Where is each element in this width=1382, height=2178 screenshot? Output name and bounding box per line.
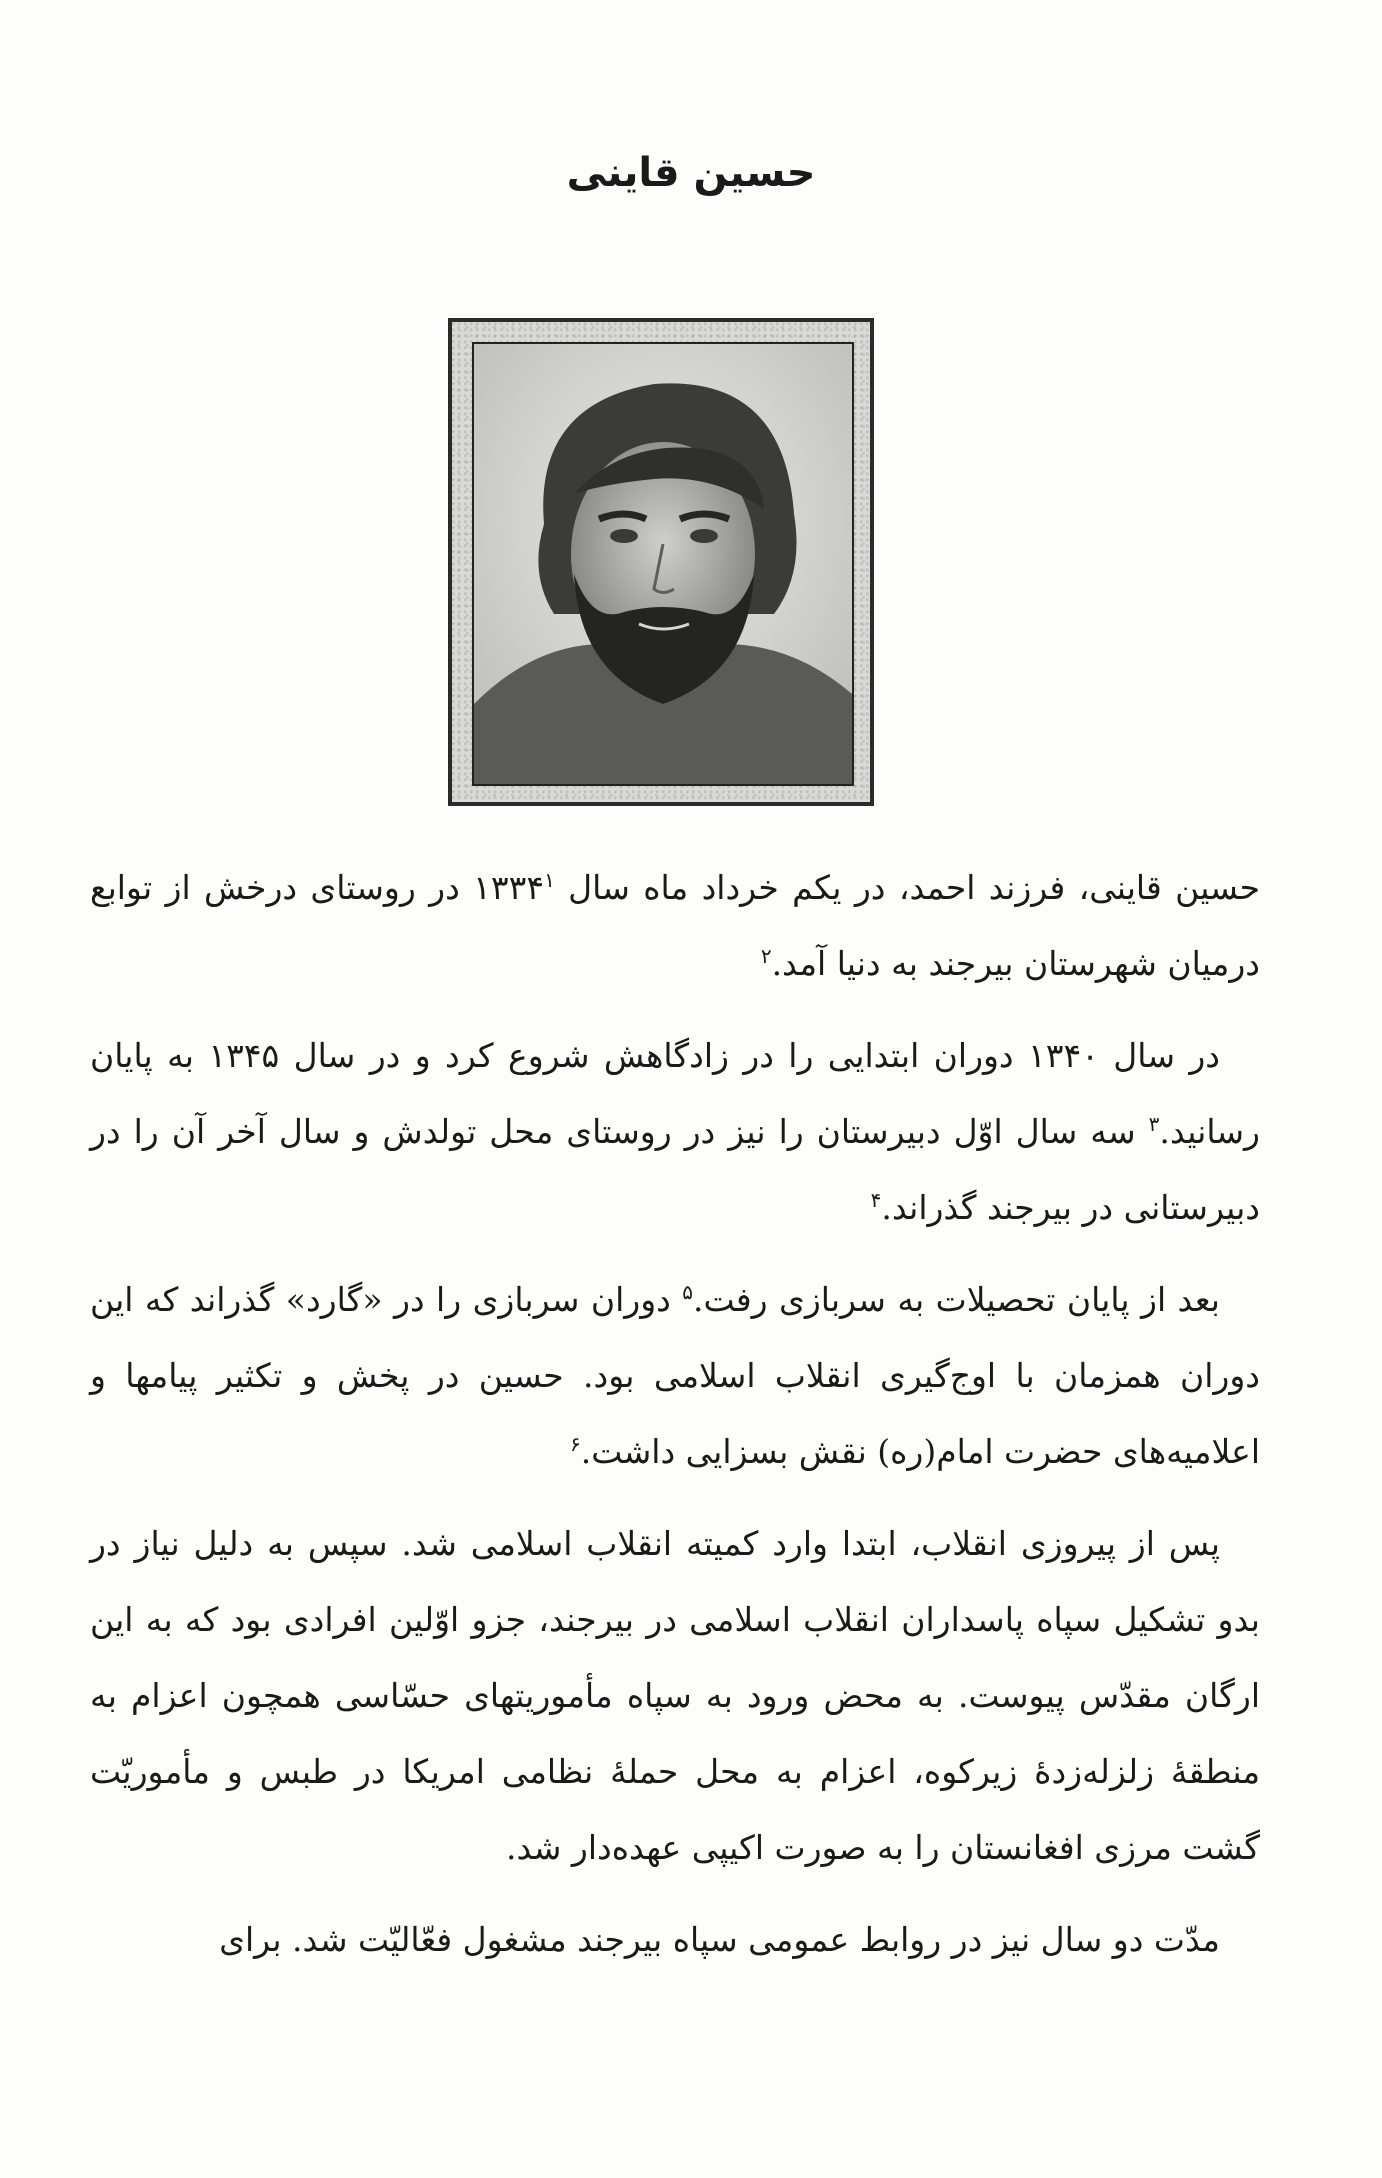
text-segment: حسین قاینی، فرزند احمد، در یکم خرداد ماه سال ۱۳۳۴: [473, 868, 1260, 907]
footnote-marker: ۶: [569, 1432, 581, 1456]
footnote-marker: ۱: [544, 868, 555, 892]
footnote-marker: ۳: [1148, 1112, 1160, 1136]
paragraph-5: مدّت دو سال نیز در روابط عمومی سپاه بیرجند مشغول فعّالیّت شد. برای: [219, 1920, 1220, 1959]
paragraph-1: [90, 850, 1260, 1002]
text-segment: در روستای درخش از توابع درمیان شهرستان بیرجند به دنیا آمد.: [90, 868, 1260, 983]
text-segment: سه سال اوّل دبیرستان را نیز در روستای محل تولدش و سال آخر آن را در دبیرستانی در بیرجند گذراند.: [90, 1112, 1260, 1227]
text-segment: دوران سربازی را در «گارد» گذراند که این دوران همزمان با اوج‌گیری انقلاب اسلامی بود. حسین در پخش و تکثیر پیامها و اعلامیه‌های حضرت امام(ره) نقش بسزایی داشت.: [90, 1280, 1260, 1471]
page-title: حسین قاینی: [566, 150, 816, 196]
paragraph-3: [90, 1262, 1260, 1490]
portrait-frame: [448, 318, 874, 806]
footnote-marker: ۲: [760, 944, 772, 968]
biography-text: [90, 850, 1260, 1994]
footnote-marker: ۵: [682, 1280, 694, 1304]
paragraph-2: [90, 1018, 1260, 1246]
portrait-illustration: [474, 344, 852, 784]
text-segment: در سال ۱۳۴۰ دوران ابتدایی را در زادگاهش شروع کرد و در سال ۱۳۴۵ به پایان رسانید.: [90, 1036, 1260, 1151]
paragraph-4: پس از پیروزی انقلاب، ابتدا وارد کمیته انقلاب اسلامی شد. سپس به دلیل نیاز در بدو تشکیل سپاه پاسداران انقلاب اسلامی در بیرجند، جزو اوّلین افرادی بود که به این ارگان مقدّس پیوست. به محض ورود به سپاه مأموریتهای حسّاسی همچون اعزام به منطقهٔ زلزله‌زدهٔ زیرکوه، اعزام به محل حملهٔ نظامی امریکا در طبس و مأموریّت گشت مرزی افغانستان را به صورت اکیپی عهده‌دار شد.: [90, 1524, 1260, 1867]
footnote-marker: ۴: [870, 1188, 882, 1212]
text-segment: بعد از پایان تحصیلات به سربازی رفت.: [693, 1280, 1220, 1319]
portrait-photo: [472, 342, 854, 786]
